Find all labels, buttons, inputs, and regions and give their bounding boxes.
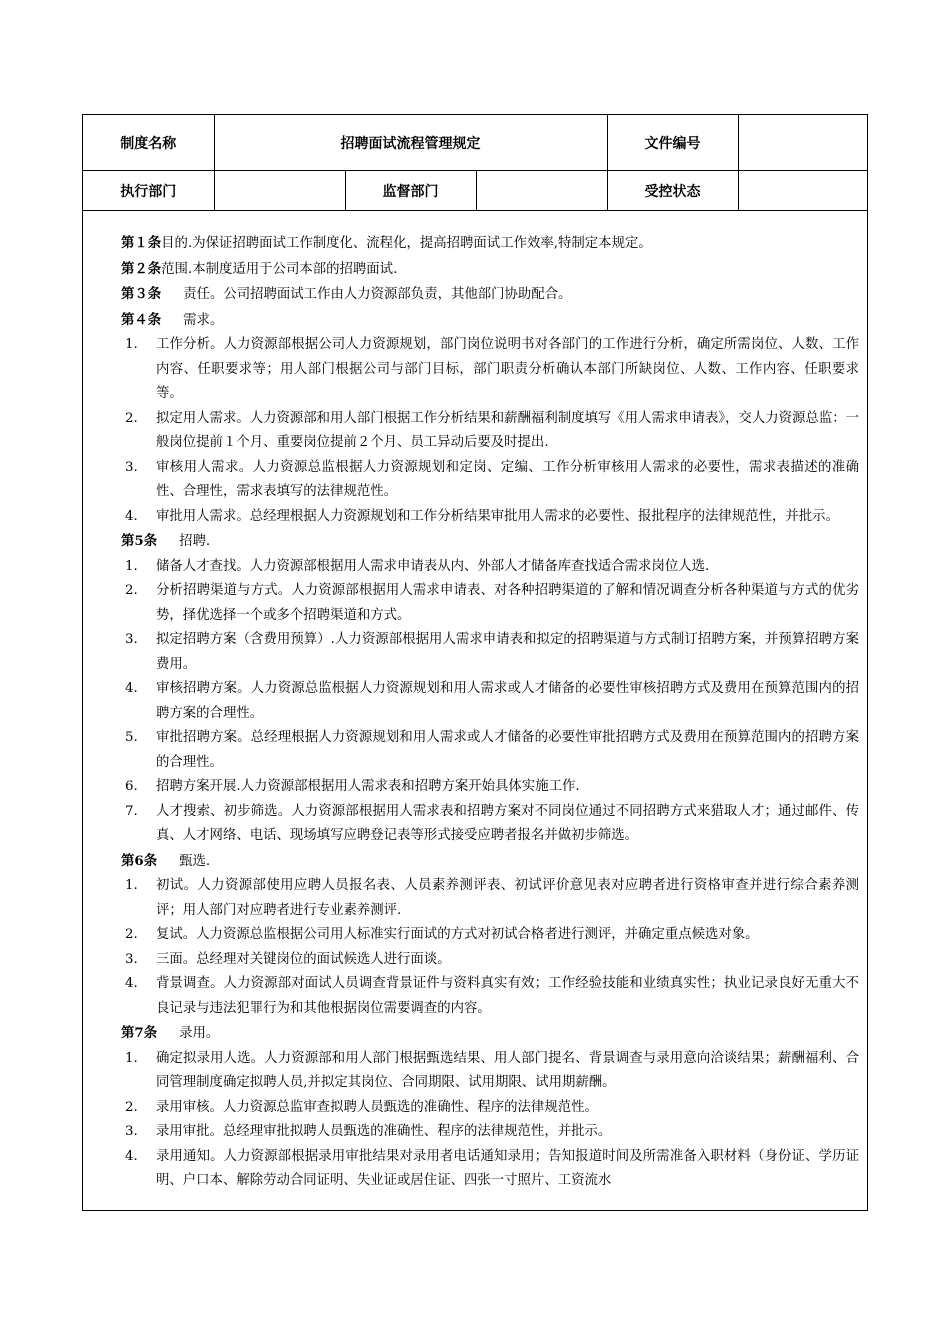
article-6 [121,849,859,875]
article-7 [121,1021,859,1047]
article-5 [121,529,859,555]
article-heading: 第４条 [121,311,162,328]
list-item: 3. 拟定招聘方案（含费用预算）.人力资源部根据用人需求申请表和拟定的招聘渠道与方式制订招聘方案，并预算招聘方案费用。 [125,632,859,672]
article-text: 招聘. [179,534,211,549]
list-item: 1. 初试。人力资源部使用应聘人员报名表、人员素养测评表、初试评价意见表对应聘者进行资格审查并进行综合素养测评；用人部门对应聘者进行专业素养测评. [125,878,859,918]
list-item: 4. 审批用人需求。总经理根据人力资源规划和工作分析结果审批用人需求的必要性、报批程序的法律规范性，并批示。 [125,508,839,524]
article-heading: 第7条 [121,1025,158,1041]
article-heading: 第6条 [121,852,158,869]
article-heading: 第5条 [121,533,158,549]
list-item: 1. 工作分析。人力资源部根据公司人力资源规划，部门岗位说明书对各部门的工作进行分析，确定所需岗位、人数、工作内容、任职要求等；用人部门根据公司与部门目标，部门职责分析确认本部门所缺岗位、人数、工作内容、任职要求等。 [125,337,859,401]
article-text: 甄选. [179,853,211,869]
header-table [83,115,867,211]
exec-dept-label: 执行部门 [83,171,214,211]
article-text: 目的.为保证招聘面试工作制度化、流程化，提高招聘面试工作效率,特制定本规定。 [161,236,652,251]
list-item: 3. 录用审批。总经理审批拟聘人员甄选的准确性、程序的法律规范性，并批示。 [125,1124,612,1139]
article-4 [121,308,859,334]
list-item: 3. 三面。总经理对关键岗位的面试候选人进行面谈。 [125,951,451,967]
file-no-value [738,115,867,171]
supervise-value [476,171,607,211]
name-label: 制度名称 [83,115,214,171]
article-text: 录用。 [179,1026,220,1041]
article-heading: 第２条 [121,260,162,277]
article-text: 责任。公司招聘面试工作由人力资源部负责，其他部门协助配合。 [183,287,572,302]
list-item: 7. 人才搜索、初步筛选。人力资源部根据用人需求表和招聘方案对不同岗位通过不同招聘方式来猎取人才；通过邮件、传真、人才网络、电话、现场填写应聘登记表等形式接受应聘者报名并做初步筛选。 [125,803,859,843]
status-label: 受控状态 [607,171,738,211]
list-item: 1. 储备人才查找。人力资源部根据用人需求申请表从内、外部人才储备库查找适合需求岗位人选. [125,558,710,574]
article-text: 范围.本制度适用于公司本部的招聘面试. [161,261,398,277]
article-heading: 第３条 [121,286,162,302]
list-item: 5. 审批招聘方案。总经理根据人力资源规划和用人需求或人才储备的必要性审批招聘方式及费用在预算范围内的招聘方案的合理性。 [125,730,859,770]
list-item: 4. 录用通知。人力资源部根据录用审批结果对录用者电话通知录用；告知报道时间及所需准备入职材料（身份证、学历证明、户口本、解除劳动合同证明、失业证或居住证、四张一寸照片、工资流水 [125,1148,859,1188]
list-item: 2. 拟定用人需求。人力资源部和用人部门根据工作分析结果和薪酬福利制度填写《用人需求申请表》，交人力资源总监：一般岗位提前１个月、重要岗位提前２个月、员工异动后要及时提出. [125,410,859,450]
list-item: 2. 复试。人力资源总监根据公司用人标准实行面试的方式对初试合格者进行测评，并确定重点候选对象。 [125,927,759,942]
list-item: 3. 审核用人需求。人力资源总监根据人力资源规划和定岗、定编、工作分析审核用人需求的必要性，需求表描述的准确性、合理性，需求表填写的法律规范性。 [125,459,859,499]
exec-dept-value [214,171,345,211]
article-text: 需求。 [183,312,224,328]
list-item: 2. 分析招聘渠道与方式。人力资源部根据用人需求申请表、对各种招聘渠道的了解和情况调查分析各种渠道与方式的优劣势，择优选择一个或多个招聘渠道和方式。 [125,583,859,623]
list-item: 4. 背景调查。人力资源部对面试人员调查背景证件与资料真实有效；工作经验技能和业绩真实性；执业记录良好无重大不良记录与违法犯罪行为和其他根据岗位需要调查的内容。 [125,976,859,1016]
article-heading: 第１条 [121,235,162,251]
name-value: 招聘面试流程管理规定 [214,115,607,171]
article-2 [121,257,859,283]
supervise-label: 监督部门 [345,171,476,211]
document-page [82,114,868,1211]
file-no-label: 文件编号 [607,115,738,171]
article-1 [121,231,859,257]
regulation-body [83,211,867,1194]
list-item: 2. 录用审核。人力资源总监审查拟聘人员甄选的准确性、程序的法律规范性。 [125,1099,598,1115]
list-item: 4. 审核招聘方案。人力资源总监根据人力资源规划和用人需求或人才储备的必要性审核招聘方式及费用在预算范围内的招聘方案的合理性。 [125,681,859,721]
article-3 [121,282,859,308]
status-value [738,171,867,211]
list-item: 1. 确定拟录用人选。人力资源部和用人部门根据甄选结果、用人部门提名、背景调查与录用意向洽谈结果；薪酬福利、合同管理制度确定拟聘人员,并拟定其岗位、合同期限、试用期限、试用期薪酬。 [125,1050,859,1090]
list-item: 6. 招聘方案开展.人力资源部根据用人需求表和招聘方案开始具体实施工作. [125,779,580,794]
